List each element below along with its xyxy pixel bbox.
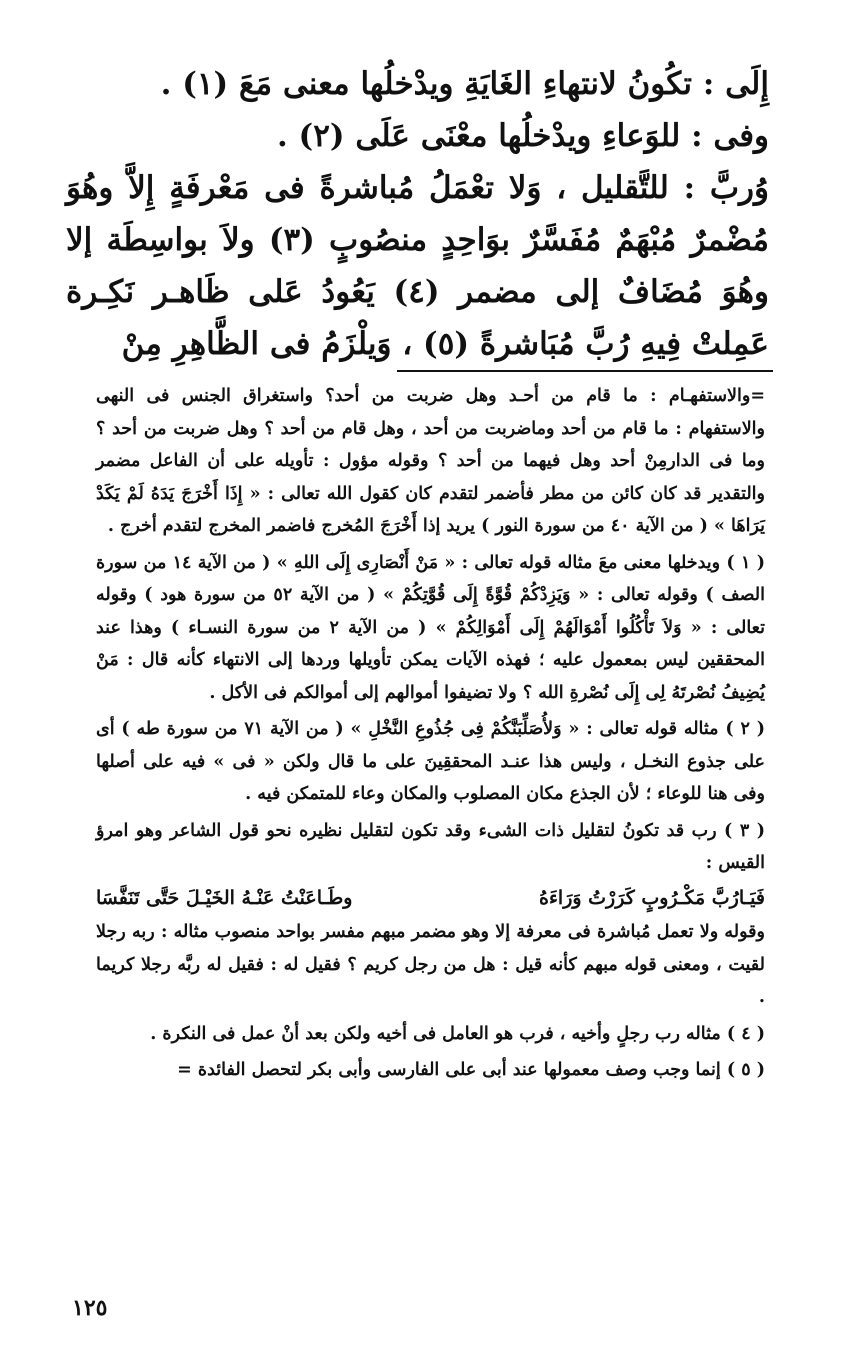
footnote-1: ( ١ ) ويدخلها معنى معَ مثاله قوله تعالى : « مَنْ أَنْصَارِى إِلَى اللهِ » ( من الآية ١٤ من سورة الصف ) وقوله تعالى : « وَيَزِدْكُمْ قُوَّةً إِلَى قُوَّتِكُمْ » ( من الآية ٥٢ من سورة هود ) وقوله تعالى : « وَلاَ تَأْكُلُوا أَمْوَالَهُمْ إِلَى أَمْوَالِكُمْ » ( من الآية ٢ من سورة النسـاء ) وهذا عند المحققين ليس بمعمول عليه ؛ فهذه الآيات يمكن تأويلها وردها إلى الانتهاء كأنه قال : مَنْ يُضِيفُ نُصْرتَهُ لِى إِلَى نُصْرةِ الله ؟ ولا تضيفوا أموالهم إلى أموالكم فى الأكل . [96, 552, 766, 703]
footnote-2: ( ٢ ) مثاله قوله تعالى : « وَلأُصَلِّبَنَّكُمْ فِى جُذُوعِ النَّخْلِ » ( من الآية ٧١ من سورة طه ) أى على جذوع النخـل ، وليس هذا عنـد المحققِينَ على ما قال ولكن « فى » فيه على أصلها وفى هنا للوعاء ؛ لأن الجذع مكان المصلوب والمكان وعاء للمتمكن فيه . [96, 719, 765, 804]
footnote-separator [397, 370, 773, 372]
main-text [66, 58, 769, 370]
page-number: ١٢٥ [72, 1295, 108, 1321]
footnotes [96, 380, 765, 1087]
footnote-5: ( ٥ ) إنما وجب وصف معمولها عند أبى على الفارسى وأبى بكر لتحصل الفائدة = [177, 1060, 765, 1080]
main-line-rubba: وُربَّ : للتَّقليل ، وَلا تعْمَلُ مُباشرةً فى مَعْرفَةٍ إِلاَّ وهُوَ مُضْمرٌ مُبْهَمٌ مُفَسَّرٌ بوَاحِدٍ منصُوبٍ (٣) ولاَ بواسِطَة إلا وهُوَ مُضَافٌ إلى مضمر (٤) يَعُودُ عَلى ظَاهـر نَكِـرة عَمِلتْ فِيهِ رُبَّ مُبَاشرةً (٥) ، وَيلْزَمُ فى الظَّاهِرِ مِنْ [66, 170, 770, 362]
poem-hemistich-left: وطَـاعَنْتُ عَنْـهُ الخَيْـلَ حَتَّى تَنَفَّسَا [96, 886, 353, 909]
footnote-continuation: =والاستفهـام : ما قام من أحـد وهل ضربت من أحد؟ واستغراق الجنس فى النهى والاستفهام : ما قام من أحد وماضربت من أحد ، وهل قام من أحد ؟ وهل ضربت من أحد ؟ وما فى الدارمِنْ أحد وهل فيهما من أحد ؟ وقوله مؤول : تأويله على أن الفاعل مضمر والتقدير قد كان كائن من مطر فأضمر لتقدم كان كقول الله تعالى : « إِذَا أَخْرَجَ يَدَهُ لَمْ يَكَدْ يَرَاهَا » ( من الآية ٤٠ من سورة النور ) يريد إذا أَخْرَجَ المُخرج فاضمر المخرج لتقدم أخرج . [96, 386, 765, 536]
footnote-4: ( ٤ ) مثاله رب رجلٍ وأخيه ، فرب هو العامل فى أخيه ولكن بعد أنْ عمل فى النكرة . [150, 1023, 765, 1044]
main-line-fi: وفى : للوَعاءِ ويدْخلُها معْنَى عَلَى (٢) . [276, 118, 769, 154]
poem-verse [96, 880, 765, 917]
footnote-3-intro: ( ٣ ) رب قد تكونُ لتقليل ذات الشىء وقد تكون لتقليل نظيره نحو قول الشاعر وهو امرؤ القيس : [96, 820, 766, 873]
main-line-ila: إِلَى : تكُونُ لانتهاءِ الغَايَةِ ويدْخلُها معنى مَعَ (١) . [160, 66, 769, 102]
footnote-3-body: وقوله ولا تعمل مُباشرة فى معرفة إلا وهو مضمر مبهم مفسر بواحد منصوب مثاله : ربه رجلا لقيت ، ومعنى قوله مبهم كأنه قيل : هل من رجل كريم ؟ فقيل له : فقيل له ربَّه رجلا كريما . [96, 922, 765, 1007]
poem-hemistich-right: فَيَـارُبَّ مَكْـرُوبٍ كَرَرْتُ وَرَاءَهُ [539, 886, 765, 909]
